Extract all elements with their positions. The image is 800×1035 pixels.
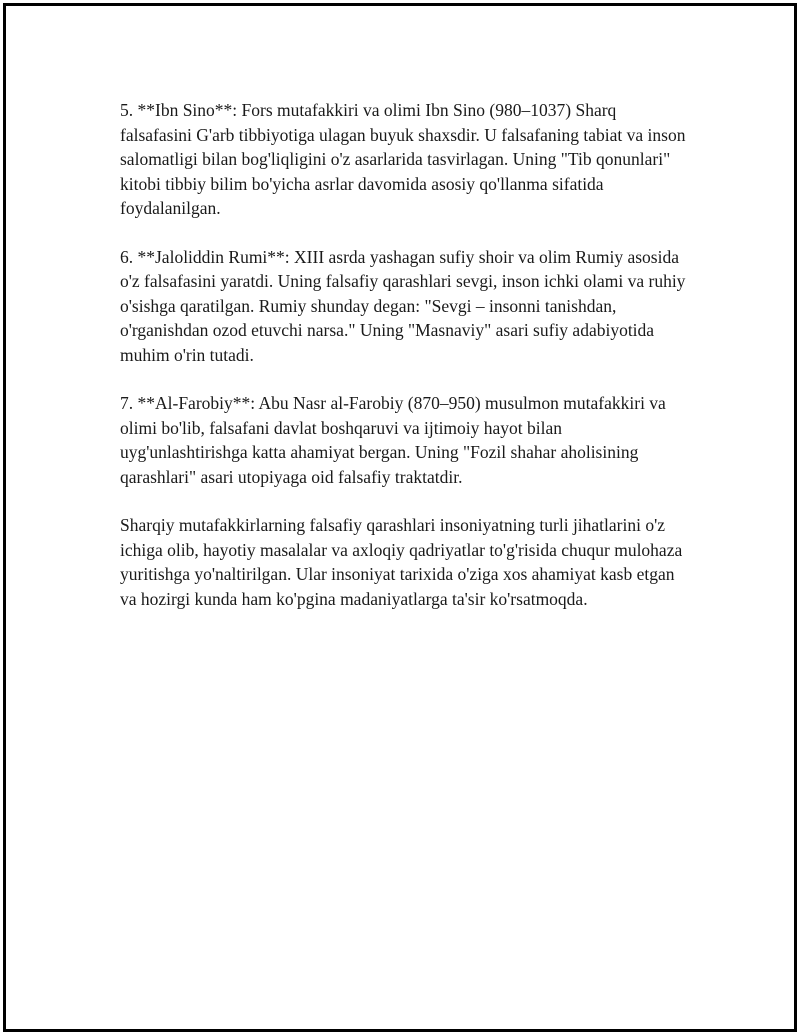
paragraph-al-farobiy: 7. **Al-Farobiy**: Abu Nasr al-Farobiy (870–950) musulmon mutafakkiri va olimi bo'lib, falsafani davlat boshqaruvi va ijtimoiy hayot bilan uyg'unlashtirishga katta ahamiyat bergan. Uning "Fozil shahar aholisining qarashlari" asari utopiyaga oid falsafiy traktatdir. (120, 393, 666, 487)
paragraph-ibn-sino: 5. **Ibn Sino**: Fors mutafakkiri va olimi Ibn Sino (980–1037) Sharq falsafasini G'arb tibbiyotiga ulagan buyuk shaxsdir. U falsafaning tabiat va inson salomatligi bilan bog'liqligini o'z asarlarida tasvirlagan. Uning "Tib qonunlari" kitobi tibbiy bilim bo'yicha asrlar davomida asosiy qo'llanma sifatida foydalanilgan. (120, 100, 686, 218)
paragraph-jaloliddin-rumi: 6. **Jaloliddin Rumi**: XIII asrda yashagan sufiy shoir va olim Rumiy asosida o'z falsafasini yaratdi. Uning falsafiy qarashlari sevgi, inson ichki olami va ruhiy o'sishga qaratilgan. Rumiy shunday degan: "Sevgi – insonni tanishdan, o'rganishdan ozod etuvchi narsa." Uning "Masnaviy" asari sufiy adabiyotida muhim o'rin tutadi. (120, 246, 686, 365)
document-page (3, 3, 797, 1032)
paragraph-conclusion: Sharqiy mutafakkirlarning falsafiy qarashlari insoniyatning turli jihatlarini o'z ichiga olib, hayotiy masalalar va axloqiy qadriyatlar to'g'risida chuqur mulohaza yuritishga yo'naltirilgan. Ular insoniyat tarixida o'ziga xos ahamiyat kasb etgan va hozirgi kunda ham ko'pgina madaniyatlarga ta'sir ko'rsatmoqda. (120, 515, 683, 609)
document-body (120, 98, 690, 611)
